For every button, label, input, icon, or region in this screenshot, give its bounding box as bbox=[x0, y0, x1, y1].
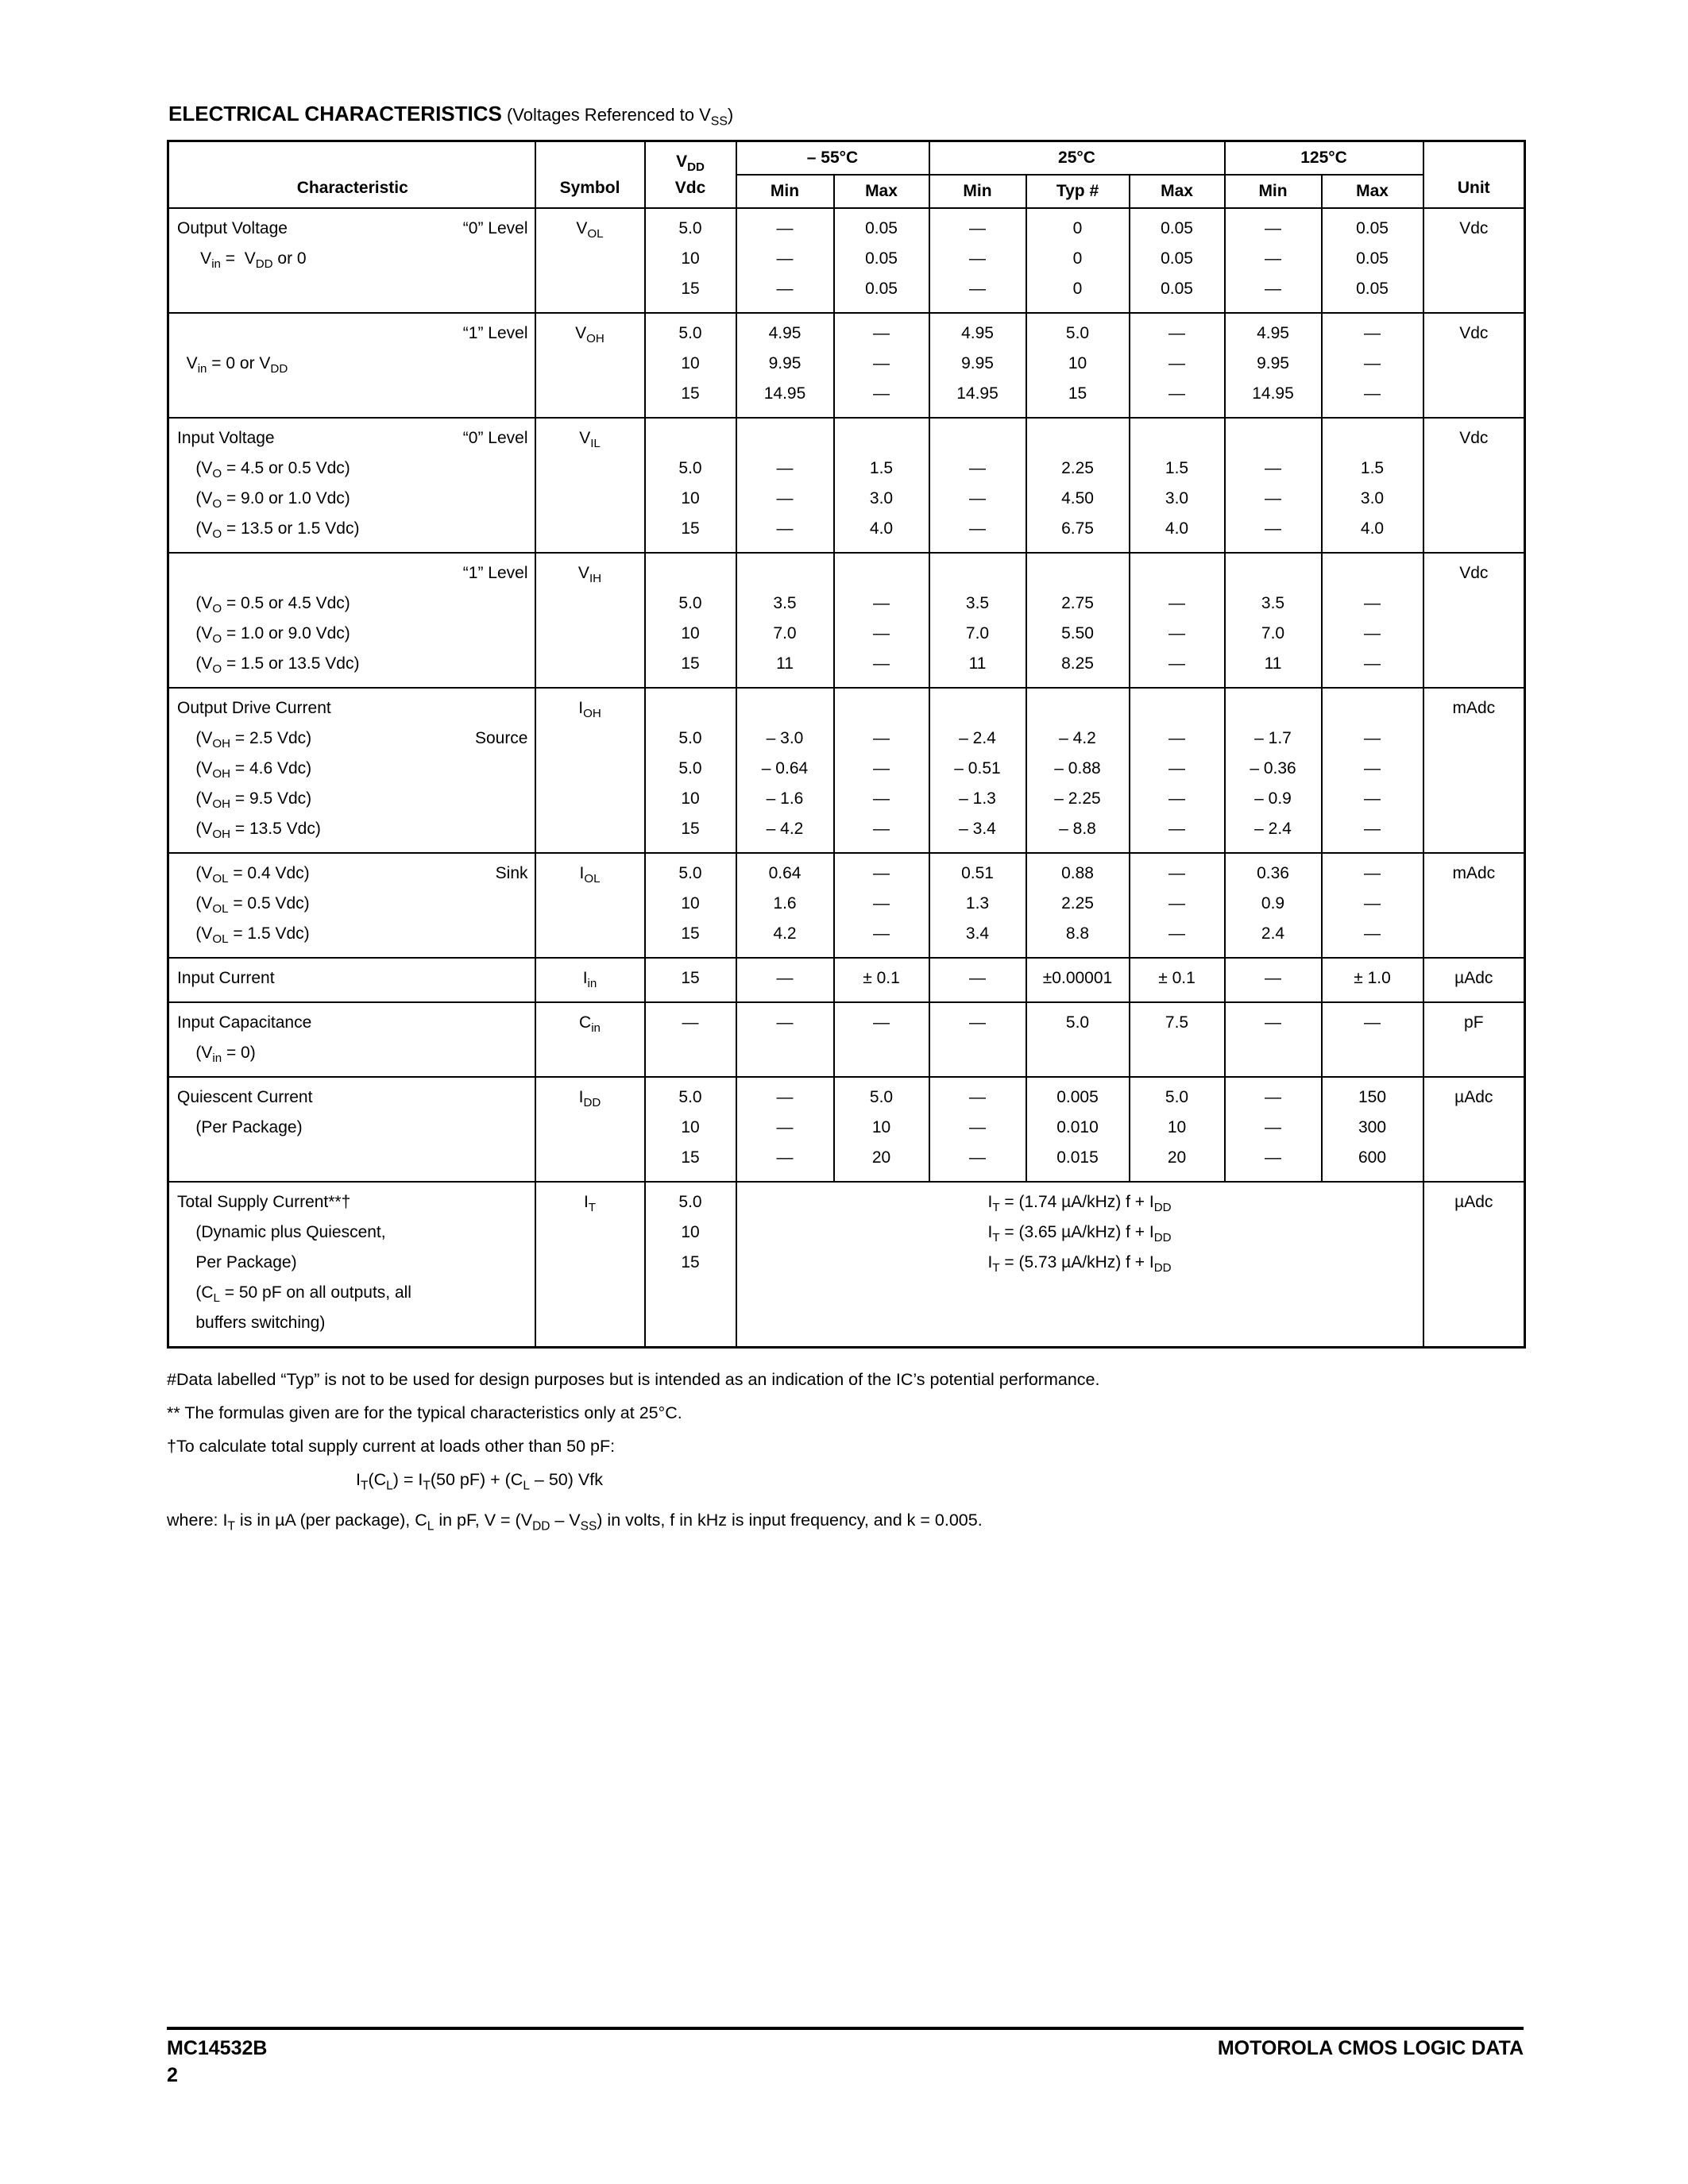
cell-characteristic: Input Voltage “0” Level ($V_O = 4.5$ or 0.5 Vdc) ($V_O = 9.0$ or 1.0 Vdc) ($V_O = 13.5$ or 1.5 Vdc) bbox=[168, 418, 535, 553]
cell-m55-max: 5.0 10 20 bbox=[834, 1077, 929, 1182]
cell-characteristic: Input Current bbox=[168, 958, 535, 1002]
cell-t25-typ: 5.0 10 15 bbox=[1026, 313, 1130, 418]
cell-t25-typ: 2.75 5.50 8.25 bbox=[1026, 553, 1130, 688]
cell-t25-max: — — — bbox=[1130, 313, 1225, 418]
cell-m55-min: 0.64 1.6 4.2 bbox=[736, 853, 834, 958]
cell-unit: Vdc bbox=[1423, 553, 1525, 688]
cell-symbol: $V_{OH}$ bbox=[535, 313, 645, 418]
footnote-loads: †To calculate total supply current at loads other than 50 pF: bbox=[167, 1437, 616, 1457]
cell-m55-min: — bbox=[736, 958, 834, 1002]
cell-symbol: $I_{OL}$ bbox=[535, 853, 645, 958]
cell-characteristic: “1” Level ($V_O = 0.5$ or 4.5 Vdc) ($V_O = 1.0$ or 9.0 Vdc) ($V_O = 1.5$ or 13.5 Vdc) bbox=[168, 553, 535, 688]
col-header-temp-25: 25°C bbox=[929, 141, 1225, 176]
cell-m55-max: — — — — bbox=[834, 688, 929, 853]
cell-unit: mAdc bbox=[1423, 853, 1525, 958]
cell-unit: mAdc bbox=[1423, 688, 1525, 853]
cell-m55-max: — — — bbox=[834, 853, 929, 958]
cell-t25-typ: 0 0 0 bbox=[1026, 208, 1130, 313]
cell-unit: pF bbox=[1423, 1002, 1525, 1077]
footer-page-number: 2 bbox=[167, 2064, 178, 2086]
cell-t25-min: — bbox=[929, 958, 1026, 1002]
footer-rule bbox=[167, 2027, 1524, 2030]
header-row-temps bbox=[168, 141, 1525, 176]
table-row-output-voltage-1 bbox=[168, 313, 1525, 418]
cell-m55-min: — — — bbox=[736, 418, 834, 553]
cell-characteristic: Total Supply Current**† (Dynamic plus Quiescent, Per Package) ($C_L = 50$ pF on all outputs, all buffers switching) bbox=[168, 1182, 535, 1348]
cell-m55-min: 3.5 7.0 11 bbox=[736, 553, 834, 688]
cell-m55-min: — — — bbox=[736, 1077, 834, 1182]
table-row-input-voltage-1 bbox=[168, 553, 1525, 688]
cell-symbol: $V_{IL}$ bbox=[535, 418, 645, 553]
cell-t125-min: 4.95 9.95 14.95 bbox=[1225, 313, 1322, 418]
cell-m55-max: — — — bbox=[834, 313, 929, 418]
cell-vdd: 5.0 10 15 bbox=[645, 853, 736, 958]
col-header-t25-min: Min bbox=[929, 175, 1026, 208]
section-title-main: ELECTRICAL CHARACTERISTICS bbox=[168, 102, 502, 125]
cell-t125-max: — — — — bbox=[1322, 688, 1423, 853]
cell-t25-typ: 2.25 4.50 6.75 bbox=[1026, 418, 1130, 553]
cell-m55-min: – 3.0 – 0.64 – 1.6 – 4.2 bbox=[736, 688, 834, 853]
cell-t125-min: – 1.7 – 0.36 – 0.9 – 2.4 bbox=[1225, 688, 1322, 853]
cell-t125-max: — — — bbox=[1322, 553, 1423, 688]
cell-t25-max: 7.5 bbox=[1130, 1002, 1225, 1077]
cell-vdd: 5.0 10 15 bbox=[645, 1077, 736, 1182]
section-title-sub: (Voltages Referenced to $V_{SS}$) bbox=[501, 105, 734, 129]
cell-unit: µAdc bbox=[1423, 958, 1525, 1002]
cell-t25-max: ± 0.1 bbox=[1130, 958, 1225, 1002]
footnote-where: where: $I_T$ is in µA (per package), $C_L$ in pF, $V = (V_{DD} - V_{SS})$ in volts, f in kHz is input frequency, and k = 0.005. bbox=[167, 1510, 983, 1533]
cell-t125-min: — — — bbox=[1225, 1077, 1322, 1182]
cell-symbol: $I_{DD}$ bbox=[535, 1077, 645, 1182]
cell-characteristic: Output Voltage “0” Level $V_{in} = V_{DD}$ or 0 bbox=[168, 208, 535, 313]
cell-t25-min: — — — bbox=[929, 418, 1026, 553]
cell-vdd: 5.0 10 15 bbox=[645, 1182, 736, 1348]
cell-t25-min: 3.5 7.0 11 bbox=[929, 553, 1026, 688]
cell-vdd: — bbox=[645, 1002, 736, 1077]
cell-unit: Vdc bbox=[1423, 208, 1525, 313]
cell-m55-max: ± 0.1 bbox=[834, 958, 929, 1002]
cell-t125-min: 3.5 7.0 11 bbox=[1225, 553, 1322, 688]
cell-m55-min: — — — bbox=[736, 208, 834, 313]
col-header-temp-minus-55: – 55°C bbox=[736, 141, 929, 176]
col-header-t125-max: Max bbox=[1322, 175, 1423, 208]
table-row-quiescent-current bbox=[168, 1077, 1525, 1182]
cell-m55-max: — bbox=[834, 1002, 929, 1077]
cell-t25-typ: 0.88 2.25 8.8 bbox=[1026, 853, 1130, 958]
cell-symbol: $C_{in}$ bbox=[535, 1002, 645, 1077]
cell-symbol: $I_{in}$ bbox=[535, 958, 645, 1002]
col-header-m55-max: Max bbox=[834, 175, 929, 208]
cell-unit: Vdc bbox=[1423, 418, 1525, 553]
cell-t125-min: — — — bbox=[1225, 418, 1322, 553]
cell-t25-max: 0.05 0.05 0.05 bbox=[1130, 208, 1225, 313]
cell-t25-min: — bbox=[929, 1002, 1026, 1077]
col-header-vdd: $V_{DD}$ Vdc bbox=[645, 141, 736, 209]
col-header-unit: Unit bbox=[1423, 141, 1525, 209]
cell-t125-min: — — — bbox=[1225, 208, 1322, 313]
cell-characteristic: ($V_{OL} = 0.4$ Vdc) Sink ($V_{OL} = 0.5$ Vdc) ($V_{OL} = 1.5$ Vdc) bbox=[168, 853, 535, 958]
cell-t125-max: 150 300 600 bbox=[1322, 1077, 1423, 1182]
cell-t125-max: 0.05 0.05 0.05 bbox=[1322, 208, 1423, 313]
cell-characteristic: Quiescent Current (Per Package) bbox=[168, 1077, 535, 1182]
table-row-output-voltage-0 bbox=[168, 208, 1525, 313]
cell-characteristic: “1” Level $V_{in} = 0$ or $V_{DD}$ bbox=[168, 313, 535, 418]
cell-t25-max: — — — bbox=[1130, 853, 1225, 958]
cell-t25-max: 1.5 3.0 4.0 bbox=[1130, 418, 1225, 553]
col-header-t125-min: Min bbox=[1225, 175, 1322, 208]
col-header-t25-max: Max bbox=[1130, 175, 1225, 208]
cell-t125-max: ± 1.0 bbox=[1322, 958, 1423, 1002]
footnote-formulas: ** The formulas given are for the typical characteristics only at 25°C. bbox=[167, 1403, 682, 1423]
cell-m55-max: — — — bbox=[834, 553, 929, 688]
cell-vdd: 15 bbox=[645, 958, 736, 1002]
table-row-output-drive-current-sink bbox=[168, 853, 1525, 958]
cell-m55-min: — bbox=[736, 1002, 834, 1077]
col-header-m55-min: Min bbox=[736, 175, 834, 208]
table-row-input-voltage-0 bbox=[168, 418, 1525, 553]
cell-vdd: 5.0 10 15 bbox=[645, 418, 736, 553]
cell-t125-max: — — — bbox=[1322, 313, 1423, 418]
cell-t25-min: — — — bbox=[929, 1077, 1026, 1182]
cell-vdd: 5.0 5.0 10 15 bbox=[645, 688, 736, 853]
cell-t125-max: — bbox=[1322, 1002, 1423, 1077]
cell-m55-max: 0.05 0.05 0.05 bbox=[834, 208, 929, 313]
cell-t25-typ: ±0.00001 bbox=[1026, 958, 1130, 1002]
page-content bbox=[167, 102, 1524, 1538]
col-header-characteristic: Characteristic bbox=[168, 141, 535, 209]
cell-t25-min: 0.51 1.3 3.4 bbox=[929, 853, 1026, 958]
cell-symbol: $I_T$ bbox=[535, 1182, 645, 1348]
table-row-total-supply-current bbox=[168, 1182, 1525, 1348]
section-title bbox=[168, 102, 1524, 129]
cell-supply-current-formulas: $I_T = (1.74$ µA/kHz) $f + I_{DD}$ $I_T = (3.65$ µA/kHz) $f + I_{DD}$ $I_T = (5.73$ µA/kHz) $f + I_{DD}$ bbox=[736, 1182, 1423, 1348]
table-row-output-drive-current-source bbox=[168, 688, 1525, 853]
page-footer bbox=[167, 2027, 1524, 2087]
cell-symbol: $V_{OL}$ bbox=[535, 208, 645, 313]
cell-t25-max: — — — bbox=[1130, 553, 1225, 688]
cell-t125-max: — — — bbox=[1322, 853, 1423, 958]
cell-t25-typ: 5.0 bbox=[1026, 1002, 1130, 1077]
col-header-t25-typ: Typ # bbox=[1026, 175, 1130, 208]
footnote-typ: #Data labelled “Typ” is not to be used for design purposes but is intended as an indication of the IC’s potential performance. bbox=[167, 1370, 1100, 1390]
cell-vdd: 5.0 10 15 bbox=[645, 553, 736, 688]
cell-t25-min: — — — bbox=[929, 208, 1026, 313]
footnotes bbox=[167, 1368, 1524, 1538]
col-header-temp-125: 125°C bbox=[1225, 141, 1423, 176]
cell-m55-min: 4.95 9.95 14.95 bbox=[736, 313, 834, 418]
cell-unit: µAdc bbox=[1423, 1077, 1525, 1182]
electrical-characteristics-table bbox=[167, 140, 1526, 1349]
cell-m55-max: 1.5 3.0 4.0 bbox=[834, 418, 929, 553]
cell-unit: µAdc bbox=[1423, 1182, 1525, 1348]
cell-vdd: 5.0 10 15 bbox=[645, 313, 736, 418]
cell-characteristic: Output Drive Current ($V_{OH} = 2.5$ Vdc) Source ($V_{OH} = 4.6$ Vdc) ($V_{OH} = 9.5$ Vdc) ($V_{OH} = 13.5$ Vdc) bbox=[168, 688, 535, 853]
footer-doc-title: MOTOROLA CMOS LOGIC DATA bbox=[1217, 2037, 1524, 2059]
cell-symbol: $I_{OH}$ bbox=[535, 688, 645, 853]
table-row-input-capacitance bbox=[168, 1002, 1525, 1077]
footer-part-number: MC14532B bbox=[167, 2037, 268, 2059]
cell-t25-typ: 0.005 0.010 0.015 bbox=[1026, 1077, 1130, 1182]
cell-t125-max: 1.5 3.0 4.0 bbox=[1322, 418, 1423, 553]
cell-t125-min: — bbox=[1225, 958, 1322, 1002]
col-header-symbol: Symbol bbox=[535, 141, 645, 209]
cell-t25-min: – 2.4 – 0.51 – 1.3 – 3.4 bbox=[929, 688, 1026, 853]
footnote-formula-equation: $I_T(C_L) = I_T(50$ $pF) + (C_L - 50)$ Vfk bbox=[356, 1470, 603, 1493]
cell-t25-typ: – 4.2 – 0.88 – 2.25 – 8.8 bbox=[1026, 688, 1130, 853]
cell-t25-max: — — — — bbox=[1130, 688, 1225, 853]
cell-t125-min: — bbox=[1225, 1002, 1322, 1077]
cell-vdd: 5.0 10 15 bbox=[645, 208, 736, 313]
table-row-input-current bbox=[168, 958, 1525, 1002]
cell-t25-min: 4.95 9.95 14.95 bbox=[929, 313, 1026, 418]
cell-t125-min: 0.36 0.9 2.4 bbox=[1225, 853, 1322, 958]
cell-symbol: $V_{IH}$ bbox=[535, 553, 645, 688]
cell-characteristic: Input Capacitance $(V_{in} = 0)$ bbox=[168, 1002, 535, 1077]
cell-unit: Vdc bbox=[1423, 313, 1525, 418]
cell-t25-max: 5.0 10 20 bbox=[1130, 1077, 1225, 1182]
